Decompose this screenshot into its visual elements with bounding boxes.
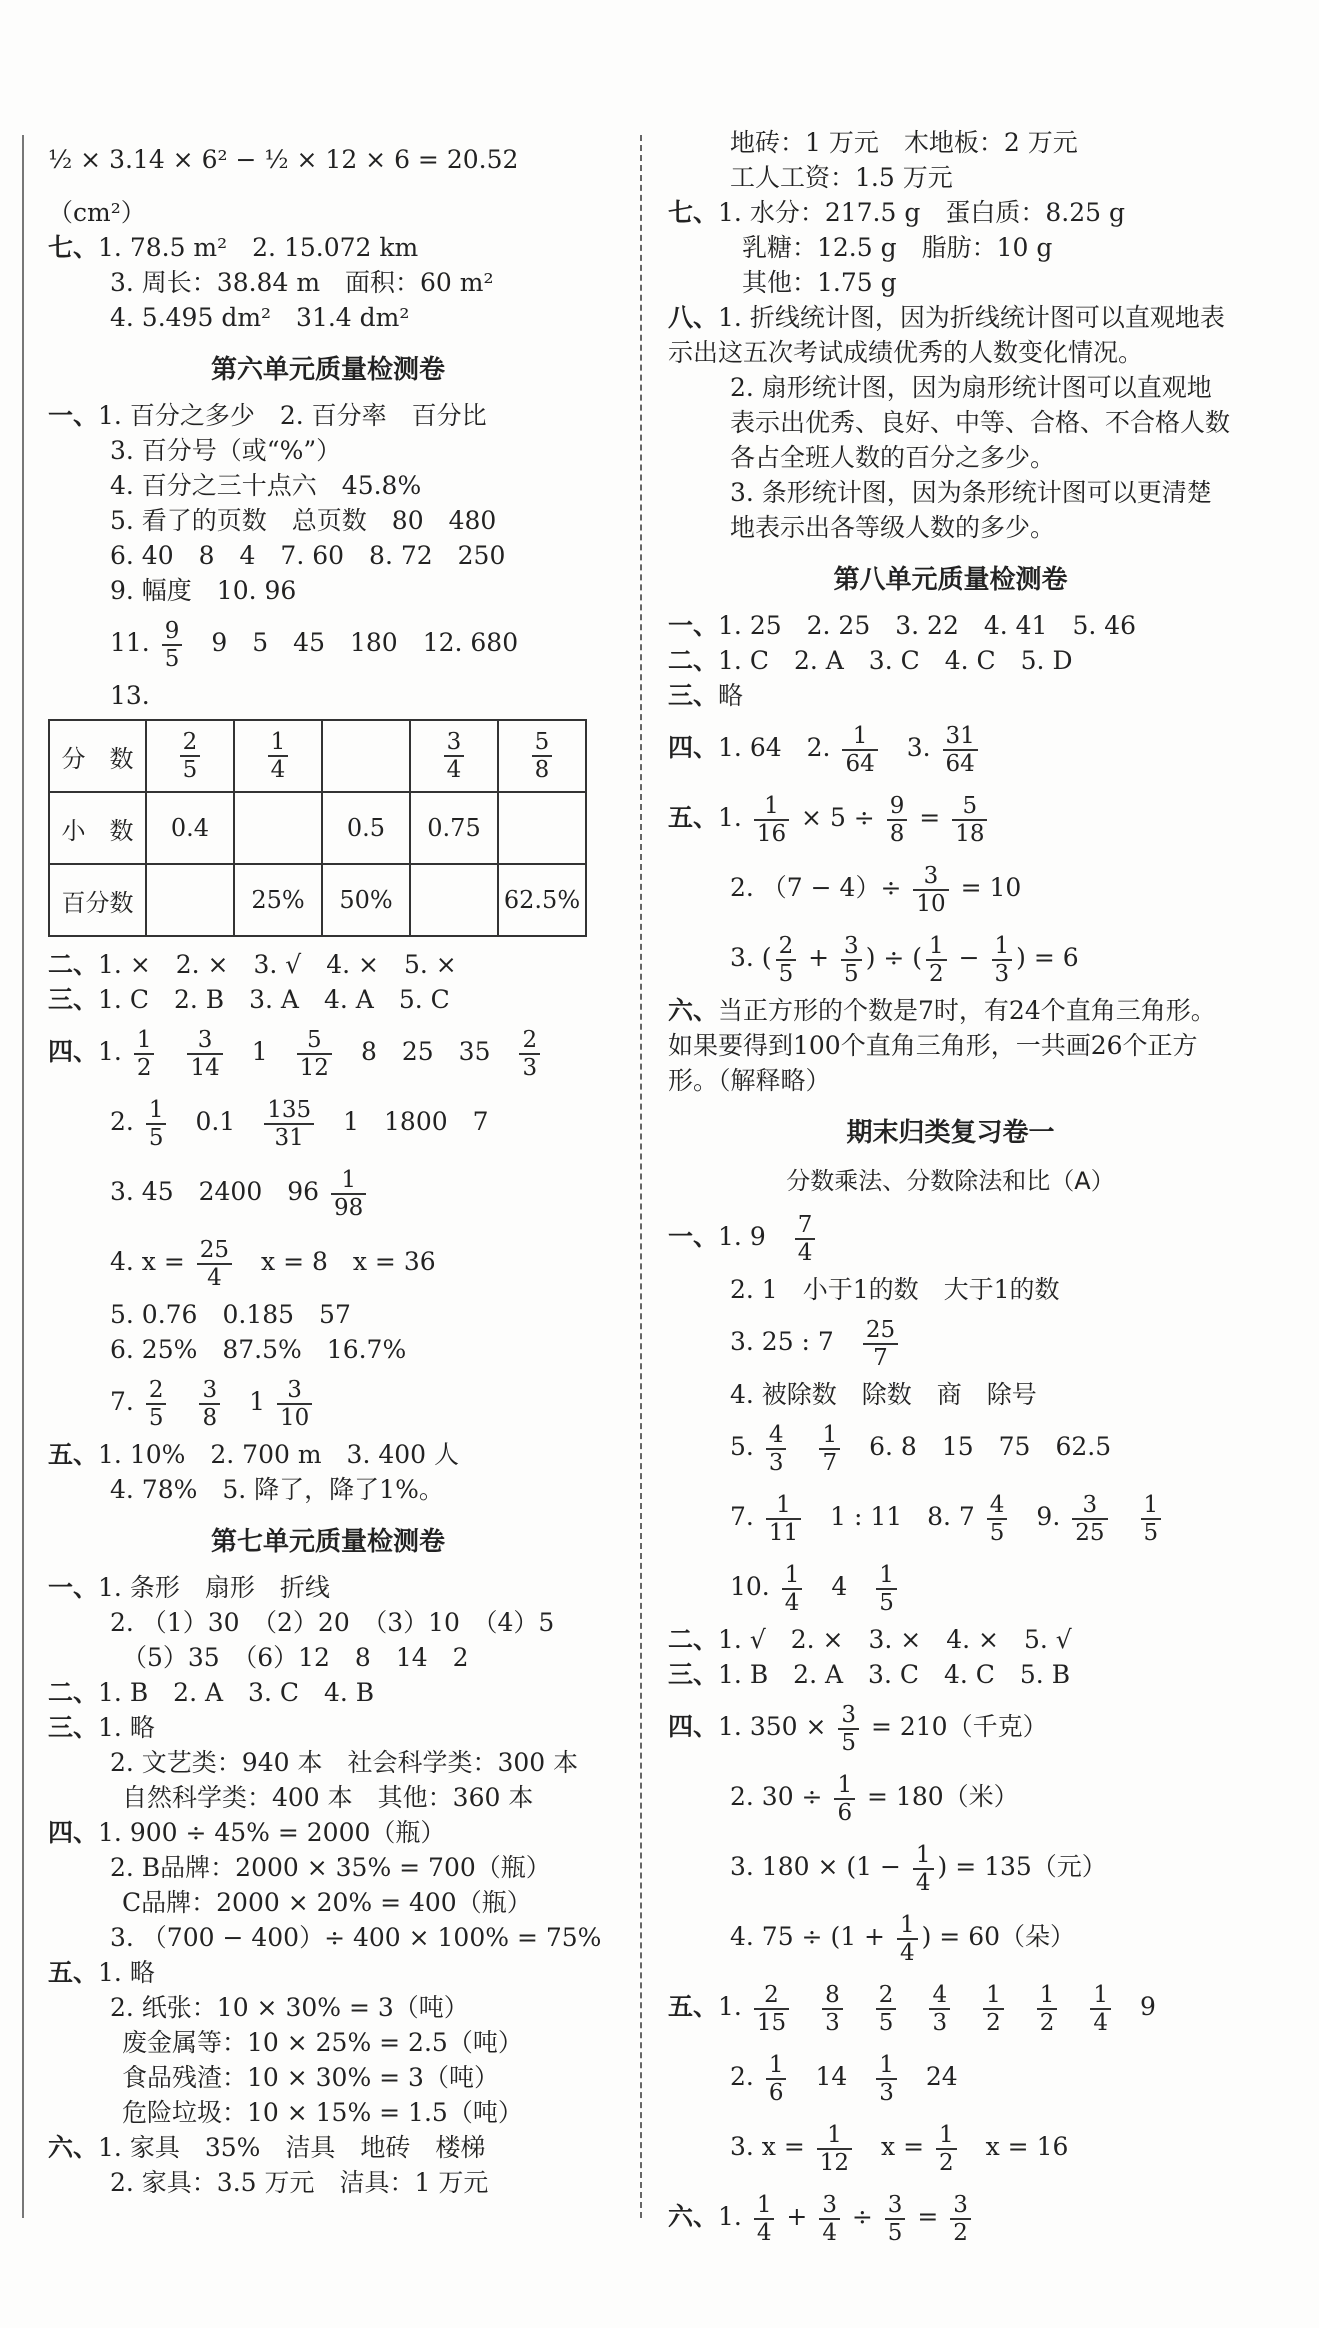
answer-line <box>48 1367 608 1437</box>
fraction: $\frac{135}{31}$ <box>264 1097 314 1151</box>
fraction: $\frac{2}{5}$ <box>146 1377 167 1431</box>
fraction: $\frac{5}{18}$ <box>952 793 987 847</box>
fraction: $\frac{3}{5}$ <box>838 1702 859 1756</box>
answer-line <box>48 1710 608 1745</box>
answer-text: 1. 水分：217.5 g 蛋白质：8.25 g <box>718 198 1125 227</box>
answer-line <box>668 643 1233 678</box>
answer-text: （5）35 （6）12 8 14 2 <box>122 1643 469 1672</box>
fraction: $\frac{3}{4}$ <box>819 2192 840 2246</box>
fraction: $\frac{3}{10}$ <box>277 1377 312 1431</box>
answer-text: 3. 条形统计图，因为条形统计图可以更清楚地表示出各等级人数的多少。 <box>730 478 1212 542</box>
fraction: $\frac{1}{5}$ <box>146 1097 167 1151</box>
answer-line <box>48 1955 608 1990</box>
answer-text: 当正方形的个数是7时，有24个直角三角形。如果要得到100个直角三角形，一共画26个正方形。（解释略） <box>668 996 1216 1095</box>
answer-line <box>48 503 608 538</box>
answer-text: 2. 扇形统计图，因为扇形统计图可以直观地表示出优秀、良好、中等、合格、不合格人数各占全班人数的百分之多少。 <box>730 373 1231 472</box>
answer-line <box>48 1605 608 1640</box>
answer-line <box>668 2112 1233 2182</box>
answer-line <box>48 195 608 230</box>
fraction: $\frac{3}{4}$ <box>444 729 465 783</box>
answer-text: 3. x = $\frac{1}{12}$ x = $\frac{1}{2}$ x = 16 <box>730 2121 1069 2176</box>
answer-line <box>48 1815 608 1850</box>
answer-text: （cm²） <box>48 198 146 227</box>
answer-text: 5. $\frac{4}{3}$ $\frac{1}{7}$ 6. 8 15 75 62.5 <box>730 1421 1112 1476</box>
table-cell <box>234 792 322 864</box>
answer-text: 2. （7 − 4）÷ $\frac{3}{10}$ = 10 <box>730 862 1022 917</box>
answer-text: 4. 5.495 dm² 31.4 dm² <box>110 303 410 332</box>
table-cell: 0.4 <box>146 792 234 864</box>
answer-line <box>668 1762 1233 1832</box>
answer-line <box>668 230 1233 265</box>
answer-text: 2. 家具：3.5 万元 洁具：1 万元 <box>110 2168 489 2197</box>
table-cell: 0.75 <box>410 792 498 864</box>
answer-text: 1. B 2. A 3. C 4. B <box>98 1678 375 1707</box>
table-row <box>49 864 586 936</box>
answer-text: 4. 百分之三十点六 45.8% <box>110 471 422 500</box>
question-number: 一、 <box>48 1573 99 1602</box>
answer-line <box>668 195 1233 230</box>
right-column <box>668 125 1233 2252</box>
row-header: 小 数 <box>49 792 146 864</box>
answer-line <box>48 608 608 678</box>
answer-line <box>48 1297 608 1332</box>
fraction: $\frac{5}{12}$ <box>297 1027 332 1081</box>
question-number: 二、 <box>668 646 719 675</box>
fraction: $\frac{1}{2}$ <box>936 2122 957 2176</box>
answer-line <box>48 982 608 1017</box>
row-header: 百分数 <box>49 864 146 936</box>
answer-line <box>48 2060 608 2095</box>
answer-line <box>48 1087 608 1157</box>
fraction: $\frac{31}{64}$ <box>943 723 978 777</box>
answer-text: 13. <box>110 681 150 710</box>
answer-text: 4. 78% 5. 降了，降了1%。 <box>110 1475 444 1504</box>
fraction: $\frac{1}{4}$ <box>268 729 289 783</box>
answer-text: 1. 25 2. 25 3. 22 4. 41 5. 46 <box>718 611 1137 640</box>
row-header: 分 数 <box>49 720 146 792</box>
fraction: $\frac{1}{4}$ <box>897 1912 918 1966</box>
answer-line <box>48 1745 608 1780</box>
question-number: 六、 <box>48 2133 99 2162</box>
answer-line <box>668 783 1233 853</box>
answer-text: 1. B 2. A 3. C 4. C 5. B <box>718 1660 1071 1689</box>
answer-text: 4. 被除数 除数 商 除号 <box>730 1380 1037 1409</box>
answer-text: 3. 180 × (1 − $\frac{1}{4}$ ) = 135（元） <box>730 1841 1107 1896</box>
fraction: $\frac{4}{5}$ <box>987 1492 1008 1546</box>
answer-text: 地砖：1 万元 木地板：2 万元 <box>730 128 1078 157</box>
answer-text: 1. 百分之多少 2. 百分率 百分比 <box>98 401 487 430</box>
answer-line <box>668 1377 1233 1412</box>
question-number: 二、 <box>668 1625 719 1654</box>
answer-text: 10. $\frac{1}{4}$ 4 $\frac{1}{5}$ <box>730 1572 901 1601</box>
answer-line <box>48 1332 608 1367</box>
question-number: 五、 <box>668 1992 719 2021</box>
fraction: $\frac{4}{3}$ <box>766 1422 787 1476</box>
question-number: 二、 <box>48 1678 99 1707</box>
answer-line <box>48 398 608 433</box>
answer-line <box>48 2095 608 2130</box>
answer-text: 1. 折线统计图，因为折线统计图可以直观地表示出这五次考试成绩优秀的人数变化情况。 <box>668 303 1225 367</box>
answer-line <box>48 468 608 503</box>
fraction: $\frac{2}{5}$ <box>876 1982 897 2036</box>
answer-line <box>48 2025 608 2060</box>
answer-line <box>48 1780 608 1815</box>
table-cell <box>146 720 234 792</box>
answer-text: 1. × 2. × 3. √ 4. × 5. × <box>98 950 457 979</box>
answer-text: 2. 文艺类：940 本 社会科学类：300 本 <box>110 1748 579 1777</box>
fraction: $\frac{8}{3}$ <box>822 1982 843 2036</box>
answer-line <box>48 538 608 573</box>
answer-text: ½ × 3.14 × 6² − ½ × 12 × 6 = 20.52 <box>48 145 519 174</box>
fraction: $\frac{2}{3}$ <box>519 1027 540 1081</box>
question-number: 六、 <box>668 996 719 1025</box>
answer-line <box>668 1692 1233 1762</box>
question-number: 四、 <box>668 1712 719 1741</box>
fraction: $\frac{1}{5}$ <box>1141 1492 1162 1546</box>
fraction: $\frac{1}{2}$ <box>134 1027 155 1081</box>
answer-line <box>668 853 1233 923</box>
answer-text: 乳糖：12.5 g 脂肪：10 g <box>742 233 1053 262</box>
table-cell <box>146 864 234 936</box>
fraction: $\frac{1}{4}$ <box>754 2192 775 2246</box>
answer-line <box>668 265 1233 300</box>
answer-line <box>48 230 608 265</box>
answer-text: 1. C 2. A 3. C 4. C 5. D <box>718 646 1073 675</box>
answer-line <box>48 1675 608 1710</box>
question-number: 三、 <box>48 1713 99 1742</box>
answer-text: 1. 家具 35% 洁具 地砖 楼梯 <box>98 2133 486 2162</box>
question-number: 二、 <box>48 950 99 979</box>
question-number: 七、 <box>48 233 99 262</box>
section-heading: 第六单元质量检测卷 <box>210 355 445 385</box>
answer-text: 3. ( $\frac{2}{5}$ + $\frac{3}{5}$ ) ÷ ( $\frac{1}{2}$ − $\frac{1}{3}$ ) = 6 <box>730 932 1079 987</box>
answer-text: 6. 25% 87.5% 16.7% <box>110 1335 407 1364</box>
answer-line <box>668 300 1233 370</box>
answer-text: 1. 900 ÷ 45% = 2000（瓶） <box>98 1818 446 1847</box>
fraction: $\frac{1}{3}$ <box>876 2052 897 2106</box>
answer-line <box>668 1202 1233 1272</box>
fraction: $\frac{1}{2}$ <box>983 1982 1004 2036</box>
answer-line <box>668 713 1233 783</box>
answer-line <box>668 2042 1233 2112</box>
fraction: $\frac{1}{12}$ <box>817 2122 852 2176</box>
answer-text: 2. 30 ÷ $\frac{1}{6}$ = 180（米） <box>730 1771 1019 1826</box>
answer-line <box>48 2165 608 2200</box>
answer-text: 1. 10% 2. 700 m 3. 400 人 <box>98 1440 460 1469</box>
fraction: $\frac{1}{3}$ <box>992 933 1013 987</box>
answer-text: 1. 略 <box>98 1713 155 1742</box>
answer-line <box>668 125 1233 160</box>
answer-line <box>668 678 1233 713</box>
table-cell: 25% <box>234 864 322 936</box>
fraction: $\frac{1}{4}$ <box>782 1562 803 1616</box>
fraction: $\frac{3}{25}$ <box>1072 1492 1107 1546</box>
fraction: $\frac{3}{2}$ <box>950 2192 971 2246</box>
fraction: $\frac{1}{64}$ <box>842 723 877 777</box>
question-number: 八、 <box>668 303 719 332</box>
answer-text: 自然科学类：400 本 其他：360 本 <box>122 1783 534 1812</box>
answer-text: 其他：1.75 g <box>742 268 897 297</box>
table-cell <box>322 720 410 792</box>
fraction: $\frac{9}{5}$ <box>162 618 183 672</box>
fraction: $\frac{1}{5}$ <box>876 1562 897 1616</box>
answer-line <box>668 1552 1233 1622</box>
answer-text: 2. $\frac{1}{6}$ 14 $\frac{1}{3}$ 24 <box>730 2051 958 2106</box>
section-subheading: 分数乘法、分数除法和比（A） <box>786 1167 1115 1195</box>
question-number: 三、 <box>668 1660 719 1689</box>
answer-line <box>48 1885 608 1920</box>
answer-text: 略 <box>718 681 744 710</box>
fraction: $\frac{3}{5}$ <box>885 2192 906 2246</box>
answer-line <box>668 923 1233 993</box>
answer-text: 4. x = $\frac{25}{4}$ x = 8 x = 36 <box>110 1236 436 1291</box>
fraction: $\frac{7}{4}$ <box>795 1212 816 1266</box>
question-number: 七、 <box>668 198 719 227</box>
answer-line <box>48 1570 608 1605</box>
answer-line <box>48 1017 608 1087</box>
answer-line <box>668 1272 1233 1307</box>
answer-text: 2. 纸张：10 × 30% = 3（吨） <box>110 1993 469 2022</box>
question-number: 五、 <box>48 1440 99 1469</box>
answer-line <box>668 1412 1233 1482</box>
answer-line <box>48 1920 608 1955</box>
answer-line <box>668 993 1233 1098</box>
question-number: 三、 <box>668 681 719 710</box>
answer-line <box>48 947 608 982</box>
answer-text: 1. $\frac{2}{15}$ $\frac{8}{3}$ $\frac{2}{5}$ $\frac{4}{3}$ $\frac{1}{2}$ $\frac{1}{2}$ $\frac{1}{4}$ 9 <box>718 1981 1156 2036</box>
fraction: $\frac{1}{11}$ <box>766 1492 801 1546</box>
answer-text: 危险垃圾：10 × 15% = 1.5（吨） <box>122 2098 523 2127</box>
answer-text: C品牌：2000 × 20% = 400（瓶） <box>122 1888 532 1917</box>
answer-line <box>668 1622 1233 1657</box>
question-number: 一、 <box>668 611 719 640</box>
answer-text: 3. 25 : 7 $\frac{25}{7}$ <box>730 1327 902 1356</box>
answer-text: 1. 略 <box>98 1958 155 1987</box>
answer-line <box>668 1902 1233 1972</box>
answer-text: 1. 350 × $\frac{3}{5}$ = 210（千克） <box>718 1701 1048 1756</box>
answer-text: 1. 64 2. $\frac{1}{64}$ 3. $\frac{31}{64}$ <box>718 733 982 762</box>
table-cell: 50% <box>322 864 410 936</box>
answer-line <box>48 1640 608 1675</box>
table-row <box>49 720 586 792</box>
fraction: $\frac{2}{5}$ <box>776 933 797 987</box>
answer-text: 1. 9 $\frac{7}{4}$ <box>718 1222 819 1251</box>
table-cell: 0.5 <box>322 792 410 864</box>
answer-line <box>48 1850 608 1885</box>
question-number: 三、 <box>48 985 99 1014</box>
answer-text: 3. 百分号（或“%”） <box>110 436 342 465</box>
answer-line <box>668 370 1233 475</box>
fraction: $\frac{1}{4}$ <box>913 1842 934 1896</box>
answer-text: 4. 75 ÷ (1 + $\frac{1}{4}$ ) = 60（朵） <box>730 1911 1075 1966</box>
fraction: $\frac{1}{7}$ <box>819 1422 840 1476</box>
answer-text: 7. $\frac{1}{11}$ 1 : 11 8. 7 $\frac{4}{5}$ 9. $\frac{3}{25}$ $\frac{1}{5}$ <box>730 1502 1165 1531</box>
answer-text: 11. $\frac{9}{5}$ 9 5 45 180 12. 680 <box>110 617 519 672</box>
fraction: $\frac{4}{3}$ <box>929 1982 950 2036</box>
answer-text: 3. 45 2400 96 $\frac{1}{98}$ <box>110 1177 370 1206</box>
question-number: 五、 <box>48 1958 99 1987</box>
answer-line <box>48 433 608 468</box>
fraction: $\frac{25}{7}$ <box>863 1317 898 1371</box>
conversion-table <box>48 719 587 937</box>
answer-text: 6. 40 8 4 7. 60 8. 72 250 <box>110 541 506 570</box>
left-margin-rule <box>22 135 24 2218</box>
answer-text: 1. 条形 扇形 折线 <box>98 1573 330 1602</box>
answer-line <box>48 265 608 300</box>
answer-text: 1. C 2. B 3. A 4. A 5. C <box>98 985 450 1014</box>
answer-line <box>668 1307 1233 1377</box>
answer-text: 1. $\frac{1}{2}$ $\frac{3}{14}$ 1 $\frac{5}{12}$ 8 25 35 $\frac{2}{3}$ <box>98 1037 544 1066</box>
left-column <box>48 125 608 2200</box>
answer-text: 2. 1 小于1的数 大于1的数 <box>730 1275 1060 1304</box>
fraction: $\frac{3}{10}$ <box>913 863 948 917</box>
answer-text: 1. $\frac{1}{4}$ + $\frac{3}{4}$ ÷ $\frac{3}{5}$ = $\frac{3}{2}$ <box>718 2202 975 2231</box>
question-number: 四、 <box>48 1037 99 1066</box>
answer-text: 2. B品牌：2000 × 35% = 700（瓶） <box>110 1853 551 1882</box>
answer-line <box>668 608 1233 643</box>
fraction: $\frac{3}{5}$ <box>841 933 862 987</box>
answer-text: 1. 78.5 m² 2. 15.072 km <box>98 233 419 262</box>
question-number: 四、 <box>668 733 719 762</box>
answer-line <box>48 678 608 713</box>
table-row <box>49 792 586 864</box>
table-cell <box>410 864 498 936</box>
section-heading: 第八单元质量检测卷 <box>833 565 1068 595</box>
answer-line <box>48 1437 608 1472</box>
answer-line <box>668 1972 1233 2042</box>
answer-text: 1. √ 2. × 3. × 4. × 5. √ <box>718 1625 1072 1654</box>
answer-text: 2. （1）30 （2）20 （3）10 （4）5 <box>110 1608 555 1637</box>
answer-line <box>668 1482 1233 1552</box>
answer-line <box>668 2182 1233 2252</box>
section-heading: 第七单元质量检测卷 <box>210 1527 445 1557</box>
question-number: 一、 <box>48 401 99 430</box>
answer-text: 食品残渣：10 × 30% = 3（吨） <box>122 2063 499 2092</box>
answer-text: 7. $\frac{2}{5}$ $\frac{3}{8}$ 1 $\frac{3}{10}$ <box>110 1387 316 1416</box>
table-cell <box>410 720 498 792</box>
fraction: $\frac{2}{15}$ <box>754 1982 789 2036</box>
question-number: 五、 <box>668 803 719 832</box>
answer-line <box>668 160 1233 195</box>
fraction: $\frac{1}{6}$ <box>766 2052 787 2106</box>
question-number: 四、 <box>48 1818 99 1847</box>
fraction: $\frac{1}{2}$ <box>1037 1982 1058 2036</box>
answer-line <box>48 2130 608 2165</box>
table-cell: 62.5% <box>498 864 586 936</box>
answer-text: 工人工资：1.5 万元 <box>730 163 953 192</box>
question-number: 六、 <box>668 2202 719 2231</box>
fraction: $\frac{3}{14}$ <box>187 1027 222 1081</box>
table-cell <box>234 720 322 792</box>
fraction: $\frac{3}{8}$ <box>199 1377 220 1431</box>
answer-text: 废金属等：10 × 25% = 2.5（吨） <box>122 2028 523 2057</box>
table-cell <box>498 720 586 792</box>
fraction: $\frac{5}{8}$ <box>532 729 553 783</box>
answer-line <box>48 1157 608 1227</box>
answer-text: 1. $\frac{1}{16}$ × 5 ÷ $\frac{9}{8}$ = $\frac{5}{18}$ <box>718 803 991 832</box>
fraction: $\frac{1}{98}$ <box>331 1167 366 1221</box>
answer-line <box>48 1990 608 2025</box>
fraction: $\frac{2}{5}$ <box>180 729 201 783</box>
answer-line <box>48 300 608 335</box>
fraction: $\frac{9}{8}$ <box>887 793 908 847</box>
answer-text: 9. 幅度 10. 96 <box>110 576 297 605</box>
table-cell <box>498 792 586 864</box>
answer-text: 3. 周长：38.84 m 面积：60 m² <box>110 268 494 297</box>
answer-text: 5. 看了的页数 总页数 80 480 <box>110 506 497 535</box>
answer-line <box>668 475 1233 545</box>
fraction: $\frac{1}{16}$ <box>754 793 789 847</box>
column-divider <box>640 135 642 2218</box>
fraction: $\frac{25}{4}$ <box>197 1237 232 1291</box>
answer-text: 5. 0.76 0.185 57 <box>110 1300 351 1329</box>
answer-line <box>48 573 608 608</box>
answer-line <box>48 1227 608 1297</box>
answer-line <box>668 1657 1233 1692</box>
answer-line <box>48 1472 608 1507</box>
fraction: $\frac{1}{2}$ <box>926 933 947 987</box>
answer-line <box>668 1832 1233 1902</box>
fraction: $\frac{1}{4}$ <box>1090 1982 1111 2036</box>
answer-text: 3. （700 − 400）÷ 400 × 100% = 75% <box>110 1923 602 1952</box>
answer-text: 2. $\frac{1}{5}$ 0.1 $\frac{135}{31}$ 1 1800 7 <box>110 1096 489 1151</box>
fraction: $\frac{1}{6}$ <box>834 1772 855 1826</box>
answer-line <box>48 125 608 195</box>
section-heading: 期末归类复习卷一 <box>846 1118 1055 1148</box>
question-number: 一、 <box>668 1222 719 1251</box>
